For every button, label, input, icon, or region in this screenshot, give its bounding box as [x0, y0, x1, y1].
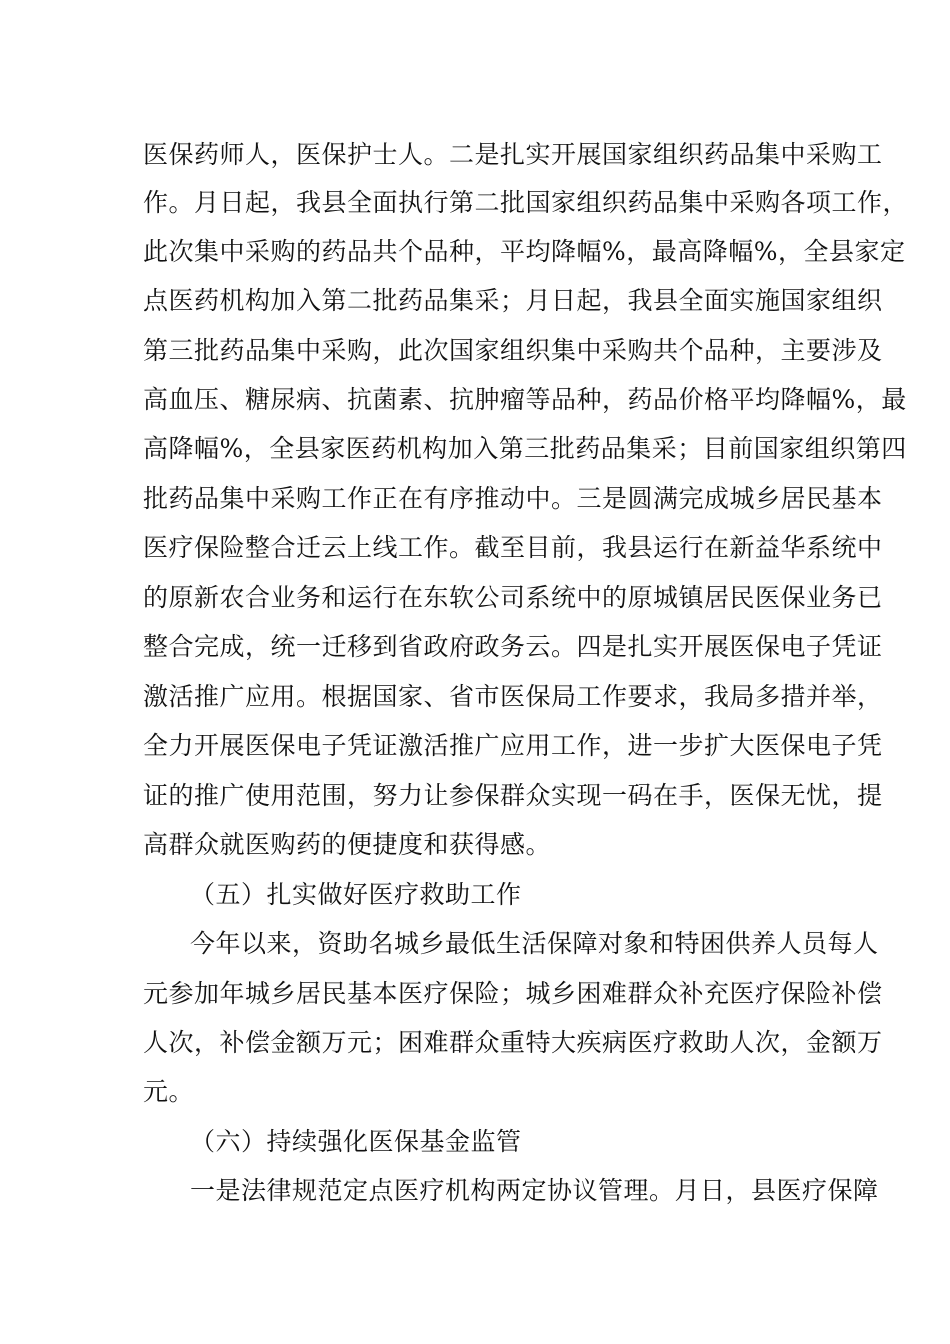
paragraph-first-line: 今年以来，资助名城乡最低生活保障对象和特困供养人员每人: [190, 929, 879, 958]
body-text-line: 作。月日起，我县全面执行第二批国家组织药品集中采购各项工作，: [143, 188, 909, 217]
body-text-line: 此次集中采购的药品共个品种，平均降幅%，最高降幅%，全县家定: [143, 237, 906, 266]
body-text-line: 医保药师人，医保护士人。二是扎实开展国家组织药品集中采购工: [143, 140, 883, 169]
body-text-line: 激活推广应用。根据国家、省市医保局工作要求，我局多措并举，: [143, 682, 883, 711]
body-text-line: 元。: [143, 1077, 195, 1106]
body-text-line: 元参加年城乡居民基本医疗保险；城乡困难群众补充医疗保险补偿: [143, 979, 883, 1008]
body-text-line: 点医药机构加入第二批药品集采；月日起，我县全面实施国家组织: [143, 286, 883, 315]
section-heading: （五）扎实做好医疗救助工作: [190, 880, 522, 909]
paragraph-first-line: 一是法律规范定点医疗机构两定协议管理。月日，县医疗保障: [190, 1176, 879, 1205]
body-text-line: 整合完成，统一迁移到省政府政务云。四是扎实开展医保电子凭证: [143, 632, 883, 661]
body-text-line: 高群众就医购药的便捷度和获得感。: [143, 830, 552, 859]
body-text-line: 高血压、糖尿病、抗菌素、抗肿瘤等品种，药品价格平均降幅%，最: [143, 385, 907, 414]
body-text-line: 全力开展医保电子凭证激活推广应用工作，进一步扩大医保电子凭: [143, 731, 883, 760]
body-text-line: 证的推广使用范围，努力让参保群众实现一码在手，医保无忧，提: [143, 781, 883, 810]
body-text-line: 第三批药品集中采购，此次国家组织集中采购共个品种，主要涉及: [143, 336, 883, 365]
body-text-line: 人次，补偿金额万元；困难群众重特大疾病医疗救助人次，金额万: [143, 1028, 883, 1057]
body-text-line: 高降幅%，全县家医药机构加入第三批药品集采；目前国家组织第四: [143, 434, 907, 463]
body-text-line: 的原新农合业务和运行在东软公司系统中的原城镇居民医保业务已: [143, 583, 883, 612]
body-text-line: 医疗保险整合迁云上线工作。截至目前，我县运行在新益华系统中: [143, 533, 883, 562]
body-text-line: 批药品集中采购工作正在有序推动中。三是圆满完成城乡居民基本: [143, 484, 883, 513]
section-heading: （六）持续强化医保基金监管: [190, 1127, 522, 1156]
